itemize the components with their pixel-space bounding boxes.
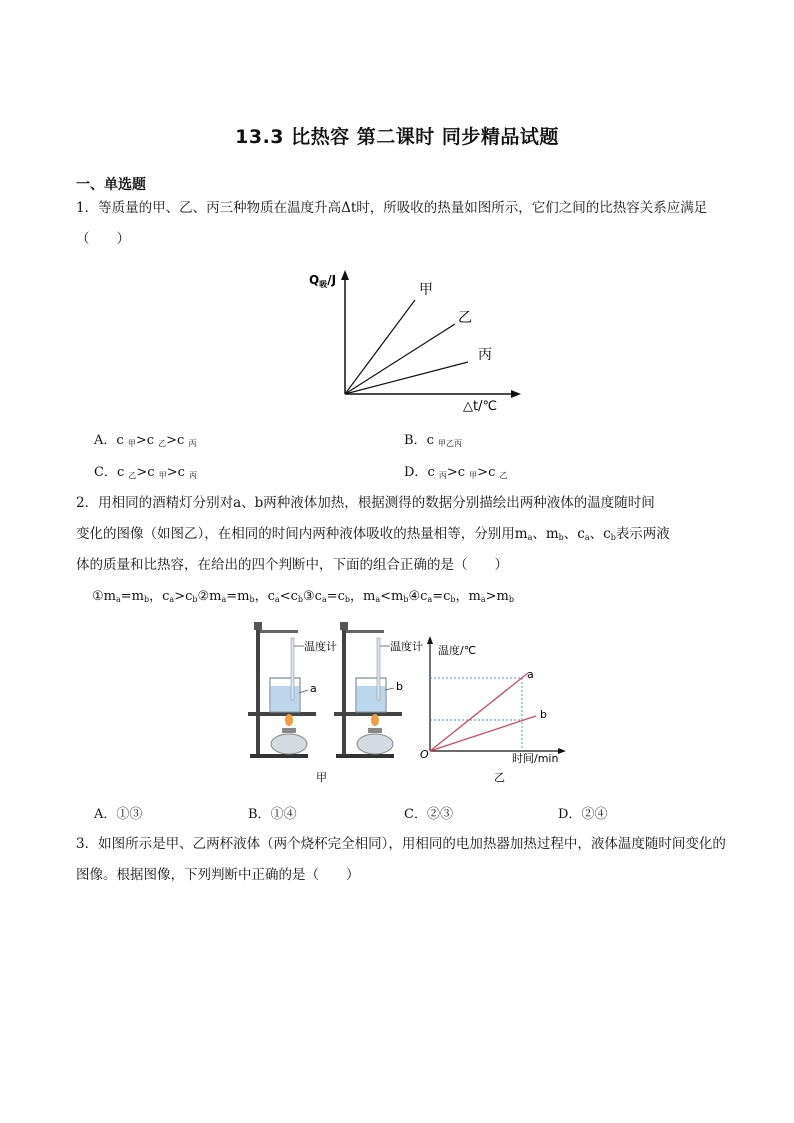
page-title: 13.3 比热容 第二课时 同步精品试题 — [235, 126, 559, 148]
apparatus-a — [248, 622, 337, 758]
q2-line-1: 2．用相同的酒精灯分别对a、b两种液体加热，根据测得的数据分别描绘出两种液体的温度随时间 — [76, 495, 655, 511]
q3-text: 3．如图所示是甲、乙两杯液体（两个烧杯完全相同），用相同的电加热器加热过程中，液体温度随时间变化的图像。根据图像，下列判断中正确的是（ ） — [76, 836, 726, 883]
q2-option-a[interactable]: A．①③ — [94, 807, 143, 822]
series-label-jia: 甲 — [419, 282, 433, 298]
graph-label-b: b — [540, 708, 547, 721]
judgement-1: $①m_a=m_b$，$c_a>c_b$ — [92, 589, 198, 604]
apparatus-b — [334, 622, 423, 758]
liquid-label-a: a — [310, 682, 317, 695]
thermometer-label-b: 温度计 — [390, 640, 423, 653]
caption-right: 乙 — [494, 771, 505, 784]
q2-option-d[interactable]: D．②④ — [558, 807, 608, 822]
y-axis-arrow — [341, 270, 349, 280]
q2-figure — [244, 618, 574, 788]
caption-left: 甲 — [316, 771, 327, 784]
graph-y-label: 温度/℃ — [438, 644, 477, 657]
judgement-4: $④c_a=c_b$，$m_a>m_b$ — [408, 589, 514, 604]
graph-label-a: a — [527, 668, 534, 681]
series-line-jia — [345, 300, 415, 394]
q2-line-2: 变化的图像（如图乙），在相同的时间内两种液体吸收的热量相等，分别用$m_a$、$m_b$、$c_a$、$c_b$表示两液 — [76, 526, 670, 542]
series-line-bing — [345, 362, 468, 394]
q2-judgements — [92, 585, 514, 604]
y-axis-label: $Q_吸/J$ — [309, 273, 337, 289]
x-axis-arrow — [511, 390, 521, 398]
q2-line-3: 体的质量和比热容，在给出的四个判断中，下面的组合正确的是（ ） — [76, 557, 508, 573]
q2-option-c[interactable]: C．②③ — [404, 807, 453, 822]
judgement-2: $②m_a=m_b$，$c_a<c_b$ — [197, 589, 303, 604]
temperature-time-graph — [420, 636, 566, 765]
q1-option-a[interactable]: A．c $_甲$>c $_乙$>c $_丙$ — [94, 433, 197, 448]
graph-origin: O — [420, 748, 429, 761]
q1-chart — [300, 262, 530, 417]
thermometer-label-a: 温度计 — [304, 640, 337, 653]
series-label-yi: 乙 — [458, 310, 472, 326]
q1-option-d[interactable]: D．c $_丙$>c $_甲$>c $_乙$ — [404, 465, 508, 480]
graph-line-a — [430, 673, 528, 751]
q2-option-b[interactable]: B．①④ — [248, 807, 297, 822]
q1-option-b[interactable]: B．c $_{甲乙丙}$ — [404, 433, 462, 448]
section-title: 一、单选题 — [76, 177, 146, 193]
q1-text: 1．等质量的甲、乙、丙三种物质在温度升高Δt时，所吸收的热量如图所示，它们之间的比热容关系应满足（ ） — [76, 200, 708, 247]
x-axis-label: △t/℃ — [463, 399, 498, 414]
series-line-yi — [345, 324, 455, 394]
liquid-label-b: b — [396, 680, 403, 693]
judgement-3: $③c_a=c_b$，$m_a<m_b$ — [303, 589, 409, 604]
series-label-bing: 丙 — [478, 347, 492, 363]
graph-x-label: 时间/min — [512, 752, 559, 765]
q1-option-c[interactable]: C．c $_乙$>c $_甲$>c $_丙$ — [94, 465, 197, 480]
graph-line-b — [430, 716, 536, 751]
